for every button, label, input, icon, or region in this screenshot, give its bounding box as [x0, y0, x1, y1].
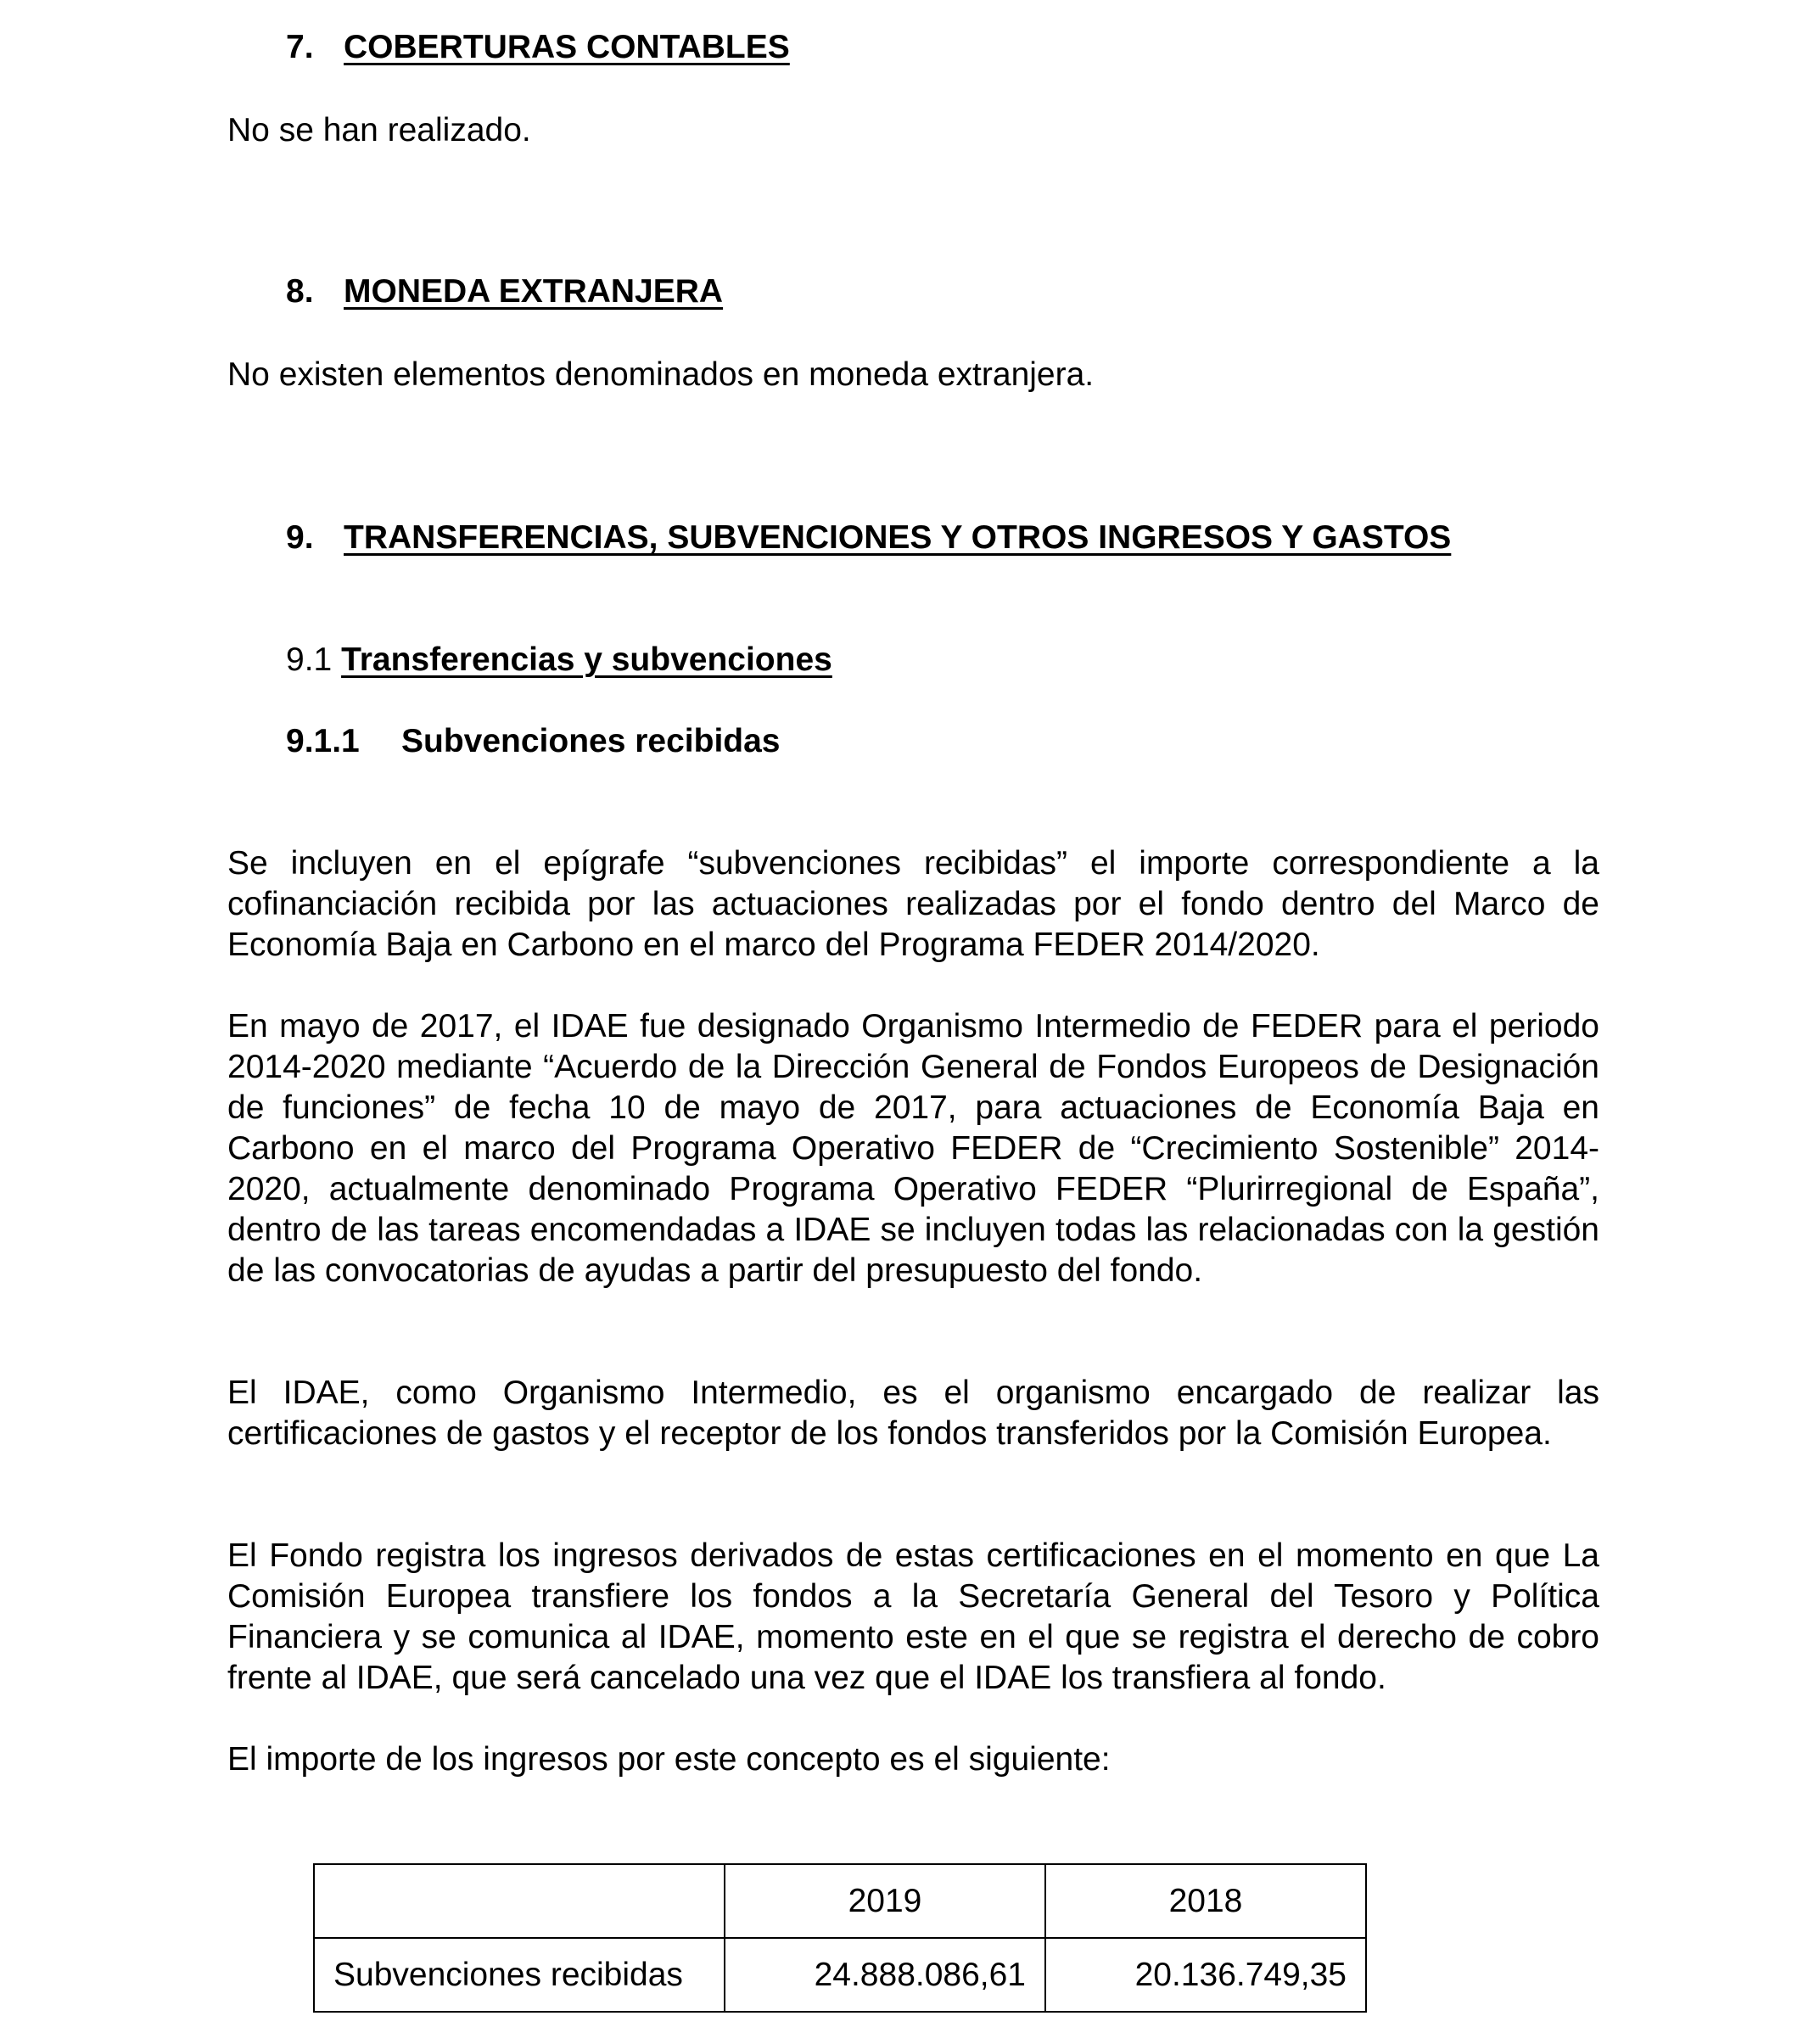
table-header-cell: 2018 — [1045, 1864, 1366, 1938]
paragraph: El Fondo registra los ingresos derivados de estas certificaciones en el momento en que La Comisión Europea transfiere los fondos a la Secretaría General del Tesoro y Política Financiera y se comunica al IDAE, momento este en el que se registra el derecho de cobro frente al IDAE, que será cancelado una vez que el IDAE los transfiera al fondo. — [227, 1537, 1599, 1696]
table-header-cell — [314, 1864, 725, 1938]
table-row — [314, 1938, 1366, 2012]
section-7-heading — [286, 27, 790, 68]
paragraph: En mayo de 2017, el IDAE fue designado Organismo Intermedio de FEDER para el periodo 2014-2020 mediante “Acuerdo de la Dirección General de Fondos Europeos de Designación de funciones” de fecha 10 de mayo de 2017, para actuaciones de Economía Baja en Carbono en el marco del Programa Operativo FEDER de “Crecimiento Sostenible” 2014-2020, actualmente denominado Programa Operativo FEDER “Plurirregional de España”, dentro de las tareas encomendadas a IDAE se incluyen todas las relacionadas con la gestión de las convocatorias de ayudas a partir del presupuesto del fondo. — [227, 1008, 1599, 1289]
subsection-title: Transferencias y subvenciones — [341, 641, 832, 678]
section-7-body: No se han realizado. — [227, 112, 531, 148]
section-title: MONEDA EXTRANJERA — [344, 273, 724, 310]
subsubsection-number: 9.1.1 — [286, 723, 360, 759]
table-header-row — [314, 1864, 1366, 1938]
section-9-heading — [286, 518, 1451, 558]
table-cell: 24.888.086,61 — [725, 1938, 1045, 2012]
table-header-cell: 2019 — [725, 1864, 1045, 1938]
subsection-heading — [286, 640, 832, 680]
section-title: TRANSFERENCIAS, SUBVENCIONES Y OTROS INGRESOS Y GASTOS — [344, 519, 1452, 556]
paragraph: El importe de los ingresos por este concepto es el siguiente: — [227, 1741, 1111, 1778]
income-table — [313, 1863, 1367, 2013]
paragraph: Se incluyen en el epígrafe “subvenciones recibidas” el importe correspondiente a la cofinanciación recibida por las actuaciones realizadas por el fondo dentro del Marco de Economía Baja en Carbono en el marco del Programa FEDER 2014/2020. — [227, 845, 1599, 963]
table-cell: 20.136.749,35 — [1045, 1938, 1366, 2012]
section-number: 8. — [286, 273, 314, 310]
section-number: 9. — [286, 519, 314, 556]
subsubsection-title: Subvenciones recibidas — [401, 723, 781, 759]
section-8-body: No existen elementos denominados en moneda extranjera. — [227, 356, 1095, 393]
table-cell: Subvenciones recibidas — [314, 1938, 725, 2012]
subsubsection-heading — [286, 721, 781, 762]
paragraph: El IDAE, como Organismo Intermedio, es el organismo encargado de realizar las certificaciones de gastos y el receptor de los fondos transferidos por la Comisión Europea. — [227, 1375, 1599, 1452]
section-title: COBERTURAS CONTABLES — [344, 29, 790, 65]
subsection-number: 9.1 — [286, 641, 333, 678]
section-number: 7. — [286, 29, 314, 65]
section-8-heading — [286, 272, 723, 312]
